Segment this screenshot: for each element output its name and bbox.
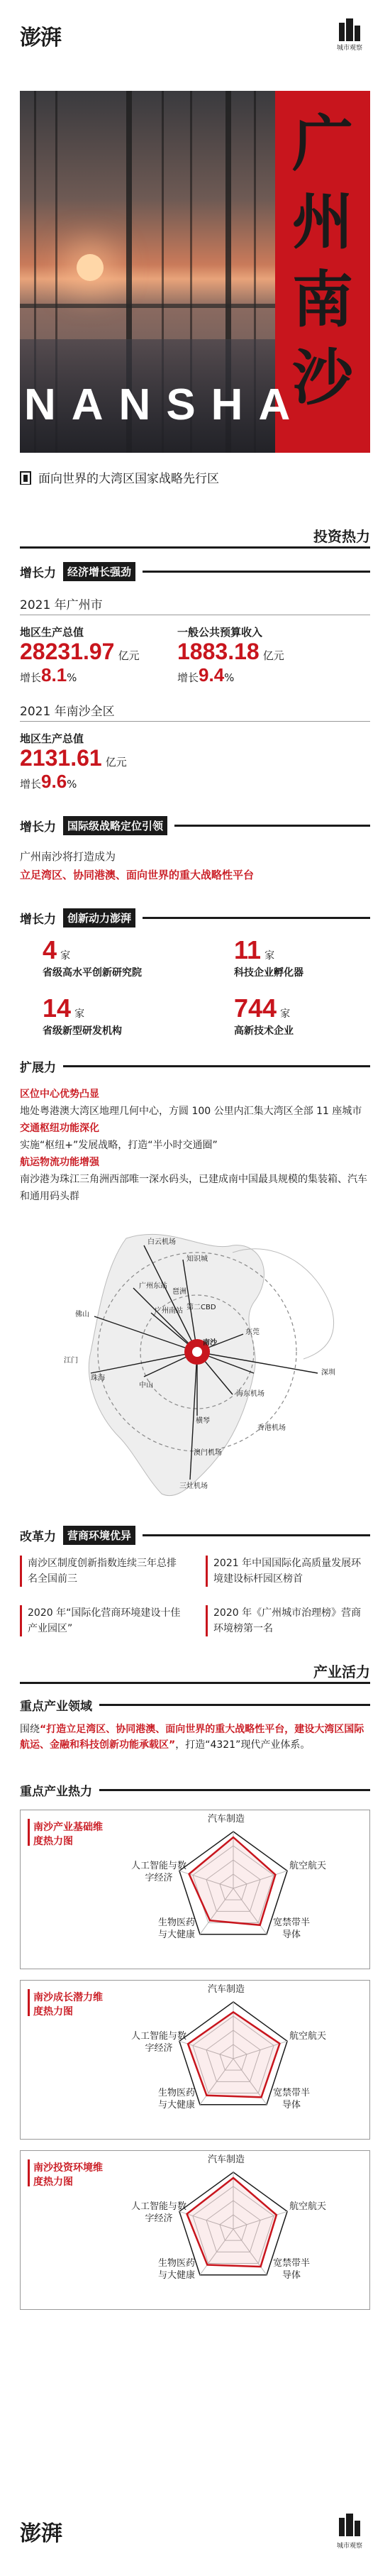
- innov-item-1: 4 家 省级高水平创新研究院: [43, 935, 142, 979]
- expand-tag-row: 扩展力: [20, 1057, 370, 1075]
- heat-tag-row: 重点产业热力: [20, 1781, 370, 1799]
- env-item-4: 2020 年《广州城市治理榜》营商环境榜第一名: [206, 1605, 369, 1636]
- position-red-text: 立足湾区、协同港澳、面向世界的重大战略性平台: [20, 869, 255, 881]
- ns-gdp-growth: 增长9.6%: [20, 771, 77, 792]
- map-label-baiyun: 白云机场: [147, 1238, 176, 1246]
- growth-tag-box: 经济增长强劲: [63, 562, 135, 581]
- growth-tag-row: [20, 562, 370, 581]
- industry-section-title: 产业活力: [313, 1663, 370, 1680]
- gz-budget-label: 一般公共预算收入: [177, 626, 263, 639]
- map-label-pazhou: 琶洲: [172, 1288, 186, 1296]
- radar-title-3: 南沙投资环境维度热力图: [33, 2162, 103, 2188]
- innov-item-4: 744 家 高新技术企业: [234, 993, 294, 1037]
- map-label-zhuhai: 珠海: [91, 1375, 105, 1382]
- radar-series-polygon: [187, 2178, 277, 2267]
- innov-tag-row: 增长力 创新动力澎湃: [20, 908, 370, 928]
- env-item-3: 2020 年“国际化营商环境建设十佳产业园区”: [20, 1605, 183, 1636]
- radar-card-1: 南沙产业基础维度热力图 汽车制造 航空航天 宽禁带半导体 生物医药与大健康 人工智能与数字经济: [20, 1810, 370, 1969]
- map-label-macau: 澳门机场: [194, 1449, 222, 1457]
- map-label-hengqin: 横琴: [196, 1417, 210, 1425]
- gz-gdp-growth: 增长8.1%: [20, 664, 77, 686]
- sun-glow: [77, 254, 104, 281]
- tagline: 面向世界的大湾区国家战略先行区: [20, 468, 219, 486]
- radar-title-2: 南沙成长潜力维度热力图: [33, 1992, 103, 2018]
- city-skyline-icon: [336, 17, 363, 41]
- innov-item-2: 11 家 科技企业孵化器: [234, 935, 303, 979]
- footer-city-observe-logo: 城市观察: [329, 2512, 370, 2550]
- gz-budget-value: 1883.18: [177, 639, 260, 664]
- building-icon: [20, 470, 31, 485]
- map-label-hk: 香港机场: [257, 1424, 286, 1432]
- radar-card-2: 南沙成长潜力维度热力图 汽车制造 航空航天 宽禁带半导体 生物医药与大健康 人工智能与数字经济: [20, 1980, 370, 2140]
- map-label-foshan: 佛山: [75, 1311, 89, 1319]
- position-tag-row: 增长力 国际级战略定位引领: [20, 816, 370, 835]
- env-tag-row: 改革力 营商环境优异: [20, 1526, 370, 1545]
- invest-section-title: 投资热力: [313, 528, 370, 545]
- ns-gdp: 2131.61 亿元: [20, 745, 127, 771]
- ns-year: 2021 年南沙全区: [20, 705, 115, 719]
- footer-thepaper-logo: 澎湃: [20, 2521, 62, 2546]
- gz-year: 2021 年广州市: [20, 598, 103, 612]
- radar-series-polygon: [189, 1837, 276, 1925]
- city-observe-logo: [329, 17, 370, 52]
- gz-gdp: 28231.97 亿元: [20, 639, 140, 664]
- map-label-zhishicheng: 知识城: [186, 1255, 208, 1263]
- thepaper-logo: 澎湃: [20, 26, 61, 50]
- invest-section-divider: [20, 546, 370, 549]
- footer-city-skyline-icon: [336, 2512, 363, 2536]
- greater-bay-area-map: [20, 1210, 370, 1508]
- gz-budget-growth: 增长9.4%: [177, 664, 235, 686]
- map-label-zhongshan: 中山: [139, 1382, 153, 1389]
- ns-gdp-value: 2131.61: [20, 745, 102, 771]
- env-item-1: 南沙区制度创新指数连续三年总排名全国前三: [20, 1556, 183, 1587]
- radar-chart-3: [21, 2151, 371, 2311]
- industry-section-divider: [20, 1682, 370, 1684]
- radar-title-1: 南沙产业基础维度热力图: [33, 1822, 103, 1847]
- radar-card-3: 南沙投资环境维度热力图 汽车制造 航空航天 宽禁带半导体 生物医药与大健康 人工智能与数字经济: [20, 2150, 370, 2310]
- domain-tag-row: 重点产业领域: [20, 1696, 370, 1714]
- gz-gdp-label: 地区生产总值: [20, 626, 84, 639]
- position-text: 广州南沙将打造成为: [20, 850, 116, 863]
- hero-nansha-word: NANSHA: [24, 380, 306, 429]
- env-item-2: 2021 年中国国际化高质量发展环境建设标杆园区榜首: [206, 1556, 369, 1587]
- map-label-jiangmen: 江门: [64, 1357, 78, 1365]
- map-label-sanzao: 三灶机场: [179, 1482, 208, 1490]
- growth-tag-label: 增长力: [20, 566, 56, 580]
- innov-item-3: 14 家 省级新型研发机构: [43, 993, 122, 1037]
- map-label-nansha: 南沙: [203, 1339, 217, 1347]
- map-label-cbd2: 第二CBD: [186, 1304, 216, 1311]
- map-label-gz-east: 广州东站: [139, 1282, 167, 1290]
- expand-blocks: 区位中心优势凸显 地处粤港澳大湾区地理几何中心，方圆 100 公里内汇集大湾区全部 11 座城市 交通枢纽功能深化 实施“枢纽+”发展战略，打造“半小时交通圈” 航运物流功能增强 南沙港为珠江三角洲西部唯一深水码头，已建成南中国最具规模的集装箱、汽车和通用码头群: [20, 1089, 367, 1202]
- city-observe-caption: 城市观察: [336, 45, 362, 52]
- gz-gdp-value: 28231.97: [20, 639, 115, 664]
- map-label-haidong: 海东机场: [236, 1390, 264, 1398]
- map-label-dongguan: 东莞: [245, 1328, 260, 1336]
- radar-chart-2: [21, 1981, 371, 2140]
- radar-chart-1: [21, 1810, 371, 1970]
- hero-vertical-title: 广 州 南 沙: [292, 108, 353, 414]
- map-label-shenzhen: 深圳: [321, 1369, 335, 1377]
- ns-gdp-label: 地区生产总值: [20, 732, 84, 745]
- gz-budget: 1883.18 亿元: [177, 639, 284, 664]
- map-label-gz-south: 广州南站: [155, 1307, 183, 1315]
- domain-text: 围绕“打造立足湾区、协同港澳、面向世界的重大战略性平台，建设大湾区国际航运、金融和科技创新功能承载区”，打造“4321”现代产业体系。: [20, 1724, 364, 1751]
